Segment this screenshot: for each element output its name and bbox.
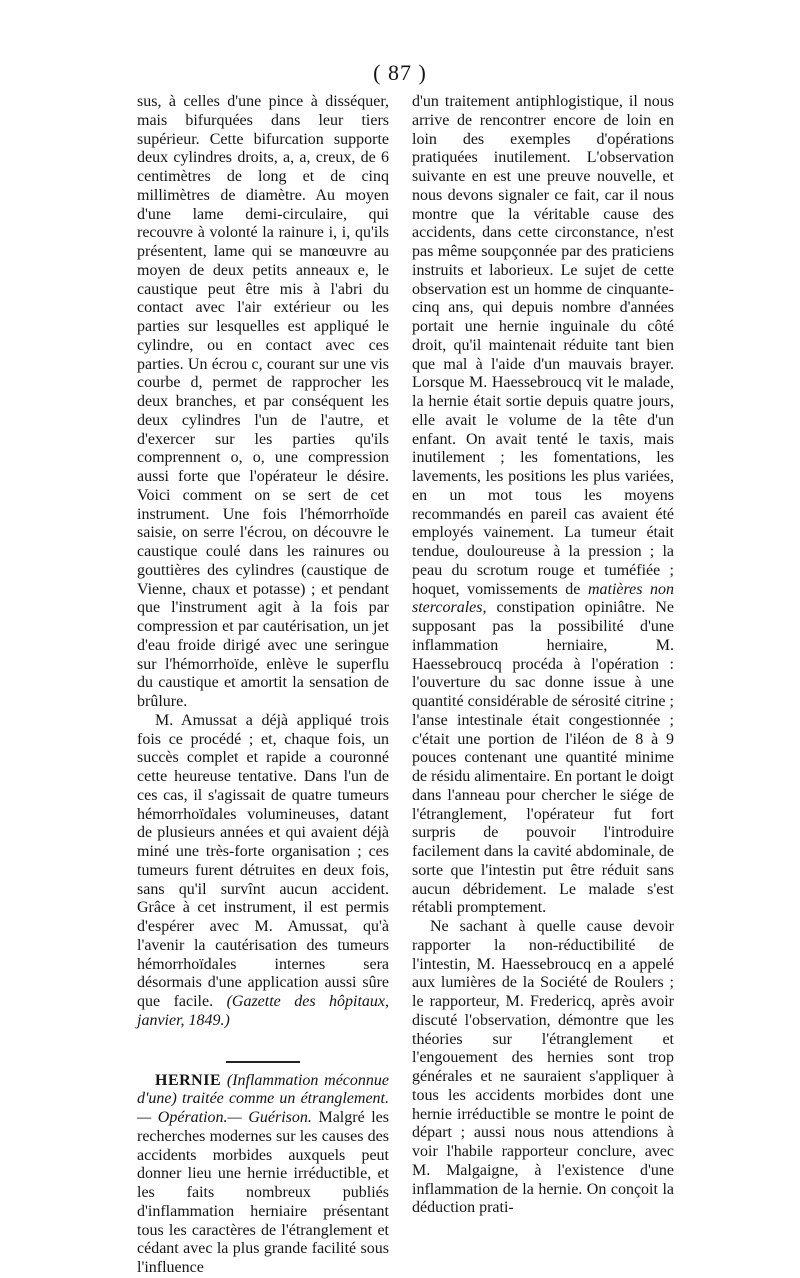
italic-term: matières non stercorales, <box>412 580 675 617</box>
paragraph-amussat-results <box>137 712 389 1031</box>
paragraph-cautery-instrument: sus, à celles d'une pince à disséquer, mais bifurquées dans leur tiers supérieur. Cette bifurcation supporte deux cylindres droits, a, a, creux, de 6 centimètres de long et de cinq millimètres de diamètre. Au moyen d'une lame demi-circulaire, qui recouvre à volonté la rainure i, i, qu'ils présentent, lame qui se manœuvre au moyen de deux petits anneaux e, le caustique peut être mis à l'abri du contact avec l'air extérieur ou les parties sur lesquelles est appliqué le cylindre, ou en contact avec ces parties. Un écrou c, courant sur une vis courbe d, permet de rapprocher les deux branches, et par conséquent les deux cylindres l'un de l'autre, et d'exercer sur les parties qu'ils comprennent o, o, une compression aussi forte que l'opérateur le désire. Voici comment on se sert de cet instrument. Une fois l'hémorrhoïde saisie, on serre l'écrou, on découvre le caustique coulé dans les rainures ou gouttières des cylindres (caustique de Vienne, chaux et potasse) ; et pendant que l'instrument agit à la fois par compression et par cautérisation, un jet d'eau froide dirigé avec une seringue sur l'hémorrhoïde, enlève le superflu du caustique et amortit la sensation de brûlure. <box>137 93 389 710</box>
article-text: Malgré les recherches modernes sur les causes des accidents morbides auxquels peut donner lieu une hernie irréductible, et les faits nombreux publiés d'inflammation herniaire présentant tous les caractères de l'étranglement et cédant avec la plus grande facilité sous l'influence <box>137 1109 390 1276</box>
paragraph-observation <box>412 93 674 918</box>
paragraph-text: M. Amussat a déjà appliqué trois fois ce procédé ; et, chaque fois, un succès complet et rapide a couronné cette heureuse tentative. Dans l'un de ces cas, il s'agissait de quatre tumeurs hémorrhoïdales volumineuses, datant de plusieurs années et qui avaient déjà miné une très-forte organisation ; ces tumeurs furent détruites en deux fois, sans qu'il survînt aucun accident. Grâce à cet instrument, il est permis d'espérer avec M. Amussat, qu'à l'avenir la cautérisation des tumeurs hémorrhoïdales internes sera désormais d'une application aussi sûre que facile. <box>137 711 389 1010</box>
article-subheading: (Inflammation méconnue d'une) traitée comme un étranglement.— Opération.— Guérison. <box>137 1071 389 1126</box>
citation: (Gazette des hôpitaux, janvier, 1849.) <box>137 993 390 1029</box>
page-number: ( 87 ) <box>373 60 427 85</box>
paragraph-society-report: Ne sachant à quelle cause devoir rapporter la non-réductibilité de l'intestin, M. Haessebroucq en a appelé aux lumières de la Société de Roulers ; le rapporteur, M. Fredericq, après avoir discuté l'observation, démontre que les théories sur l'étranglement et l'engouement des hernies sont trop générales et ne sauraient s'appliquer à tous les accidents morbides dont une hernie irréductible se montre le point de départ ; aussi nous nous attendions à voir l'habile rapporteur conclure, avec M. Malgaigne, à l'existence d'une inflammation de la hernie. On conçoit la déduction prati- <box>412 918 674 1217</box>
paragraph-text: d'un traitement antiphlogistique, il nous arrive de rencontrer encore de loin en loin des exemples d'opérations pratiquées inutilement. L'observation suivante en est une preuve nouvelle, et nous devons signaler ce fait, car il nous montre que la véritable cause des accidents, dans cette circonstance, n'est pas même soupçonnée par des praticiens instruits et laborieux. Le sujet de cette observation est un homme de cinquante-cinq ans, qui depuis nombre d'années portait une hernie inguinale du côté droit, qu'il maintenait réduite tant bien que mal à l'aide d'un mauvais brayer. Lorsque M. Haessebroucq vit le malade, la hernie était sortie depuis quatre jours, elle avait le volume de la tête d'un enfant. On avait tenté le taxis, mais inutilement ; les fomentations, les lavements, les positions les plus variées, en un mot tous les moyens recommandés en pareil cas avaient été employés vainement. La tumeur était tendue, douloureuse à la pression ; la peau du scrotum rouge et tuméfiée ; hoquet, vomissements de <box>412 93 674 598</box>
article-hernie <box>137 1072 389 1278</box>
left-column <box>137 93 389 1278</box>
right-column <box>412 93 674 1218</box>
paragraph-text-continued: constipation opiniâtre. Ne supposant pas la possibilité d'une inflammation herniaire, M. Haessebroucq procéda à l'opération : l'ouverture du sac donne issue à une quantité considérable de sérosité citrine ; l'anse intestinale était congestionnée ; c'était une portion de l'iléon de 8 à 9 pouces contenant une quantité minime de résidu alimentaire. En portant le doigt dans l'anneau pour chercher le siége de l'étranglement, l'opérateur fut fort surpris de pouvoir l'introduire facilement dans la cavité abdominale, de sorte que l'intestin put être réduit sans aucun débridement. Le malade s'est rétabli promptement. <box>412 599 675 917</box>
article-heading: HERNIE <box>155 1071 222 1089</box>
section-divider <box>226 1061 300 1063</box>
